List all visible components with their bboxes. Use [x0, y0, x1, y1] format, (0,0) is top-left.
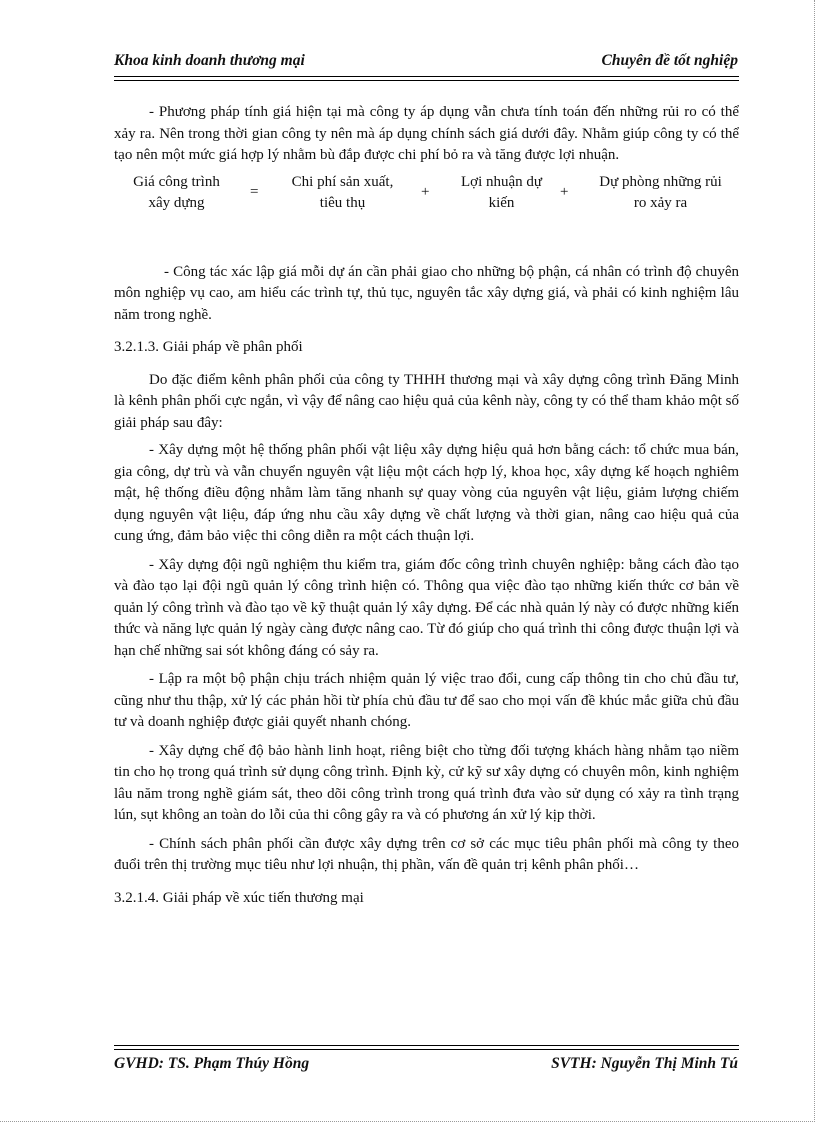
paragraph-inspection-team: - Xây dựng đội ngũ nghiệm thu kiểm tra, giám đốc công trình chuyên nghiệp: bằng cách đào tạo và đào tạo lại đội ngũ quản lý công trình hiện có. Thông qua việc đào tạo những kiến thức cơ bản về quản lý công trình và đào tạo về kỹ thuật quản lý xây dựng. Để các nhà quản lý này có được những kiến thức và năng lực quản lý ngày càng được nâng cao. Từ đó giúp cho quá trình thi công được thuận lợi và hạn chế những sai sót không đáng có sảy ra. [114, 556, 739, 659]
section-heading-promotion: 3.2.1.4. Giải pháp về xúc tiến thương mại [114, 889, 364, 906]
paragraph-distribution-intro: Do đặc điểm kênh phân phối của công ty THHH thương mại và xây dựng công trình Đăng Minh là kênh phân phối cực ngắn, vì vậy để nâng cao hiệu quả của kênh này, công ty có thể tham khảo một số giải pháp sau đây: [114, 371, 739, 431]
paragraph-pricing-method: - Phương pháp tính giá hiện tại mà công ty áp dụng vẫn chưa tính toán đến những rủi ro có thể xảy ra. Nên trong thời gian công ty nên mà áp dụng chính sách giá dưới đây. Nhằm giúp công ty có thể tạo nên một mức giá hợp lý nhằm bù đắp được chi phí bỏ ra và tăng được lợi nhuận. [114, 104, 739, 163]
paragraph-information-unit: - Lập ra một bộ phận chịu trách nhiệm quản lý việc trao đổi, cung cấp thông tin cho chủ đầu tư, cũng như thu thập, xử lý các phản hồi từ phía chủ đầu tư để sao cho mọi vấn đề khúc mắc giữa chủ đầu tư và doanh nghiệp được giải quyết nhanh chóng. [114, 671, 739, 730]
page-body [114, 102, 739, 909]
footer-rule [114, 1045, 739, 1050]
paragraph-pricing-staff: - Công tác xác lập giá mỗi dự án cần phải giao cho những bộ phận, cá nhân có trình độ chuyên môn nghiệp vụ cao, am hiểu các trình tự, thủ tục, nguyên tắc xây dựng giá, và phải có kinh nghiệm lâu năm trong nghề. [114, 263, 739, 323]
paragraph-warranty: - Xây dựng chế độ bảo hành linh hoạt, riêng biệt cho từng đối tượng khách hàng nhằm tạo niềm tin cho họ trong quá trình sử dụng công trình. Định kỳ, cử kỹ sư xây dựng có chuyên môn, kinh nghiệm lâu năm trong nghề giám sát, theo dõi công trình trong quá trình đưa vào sử dụng có xảy ra tình trạng lún, sụt không an toàn do lỗi của thi công gây ra và có phương án xử lý kịp thời. [114, 742, 739, 823]
footer-student: SVTH: Nguyễn Thị Minh Tú [551, 1055, 738, 1072]
formula-plus-1: + [421, 183, 430, 200]
footer-supervisor: GVHD: TS. Phạm Thúy Hồng [114, 1055, 310, 1072]
formula-term-risk-reserve: Dự phòng những rủi ro xảy ra [599, 173, 722, 211]
page-header [114, 52, 738, 74]
formula-term-expected-profit: Lợi nhuận dự kiến [460, 173, 543, 211]
header-doc-type: Chuyên đề tốt nghiệp [601, 52, 738, 69]
formula-term-production-cost: Chi phí sản xuất, tiêu thụ [291, 173, 394, 211]
formula-equals: = [250, 183, 259, 200]
price-formula [114, 172, 739, 224]
paragraph-distribution-policy: - Chính sách phân phối cần được xây dựng trên cơ sở các mục tiêu phân phối mà công ty theo đuổi trên thị trường mục tiêu như lợi nhuận, thị phần, vấn đề quản trị kênh phân phối… [114, 835, 739, 873]
formula-term-construction-price: Giá công trình xây dựng [133, 173, 220, 211]
page-footer [114, 1055, 738, 1077]
formula-plus-2: + [560, 183, 569, 200]
paragraph-distribution-system: - Xây dựng một hệ thống phân phối vật liệu xây dựng hiệu quả hơn bằng cách: tổ chức mua bán, gia công, dự trù và vẫn chuyển nguyên vật liệu một cách hợp lý, khoa học, xây dựng kế hoạch nghiêm mật, hệ thống điều động nhằm làm tăng nhanh sự quay vòng của nguyên vật liệu, giảm lượng chiếm dụng nguyên vật liệu, đáp ứng nhu cầu xây dựng về chất lượng và thời gian, nâng cao hiệu quả của cung ứng, đảm bảo việc thi công diễn ra một cách thuận lợi. [114, 442, 739, 544]
header-rule [114, 76, 739, 81]
section-heading-distribution: 3.2.1.3. Giải pháp về phân phối [114, 339, 303, 355]
header-faculty: Khoa kinh doanh thương mại [114, 52, 305, 69]
